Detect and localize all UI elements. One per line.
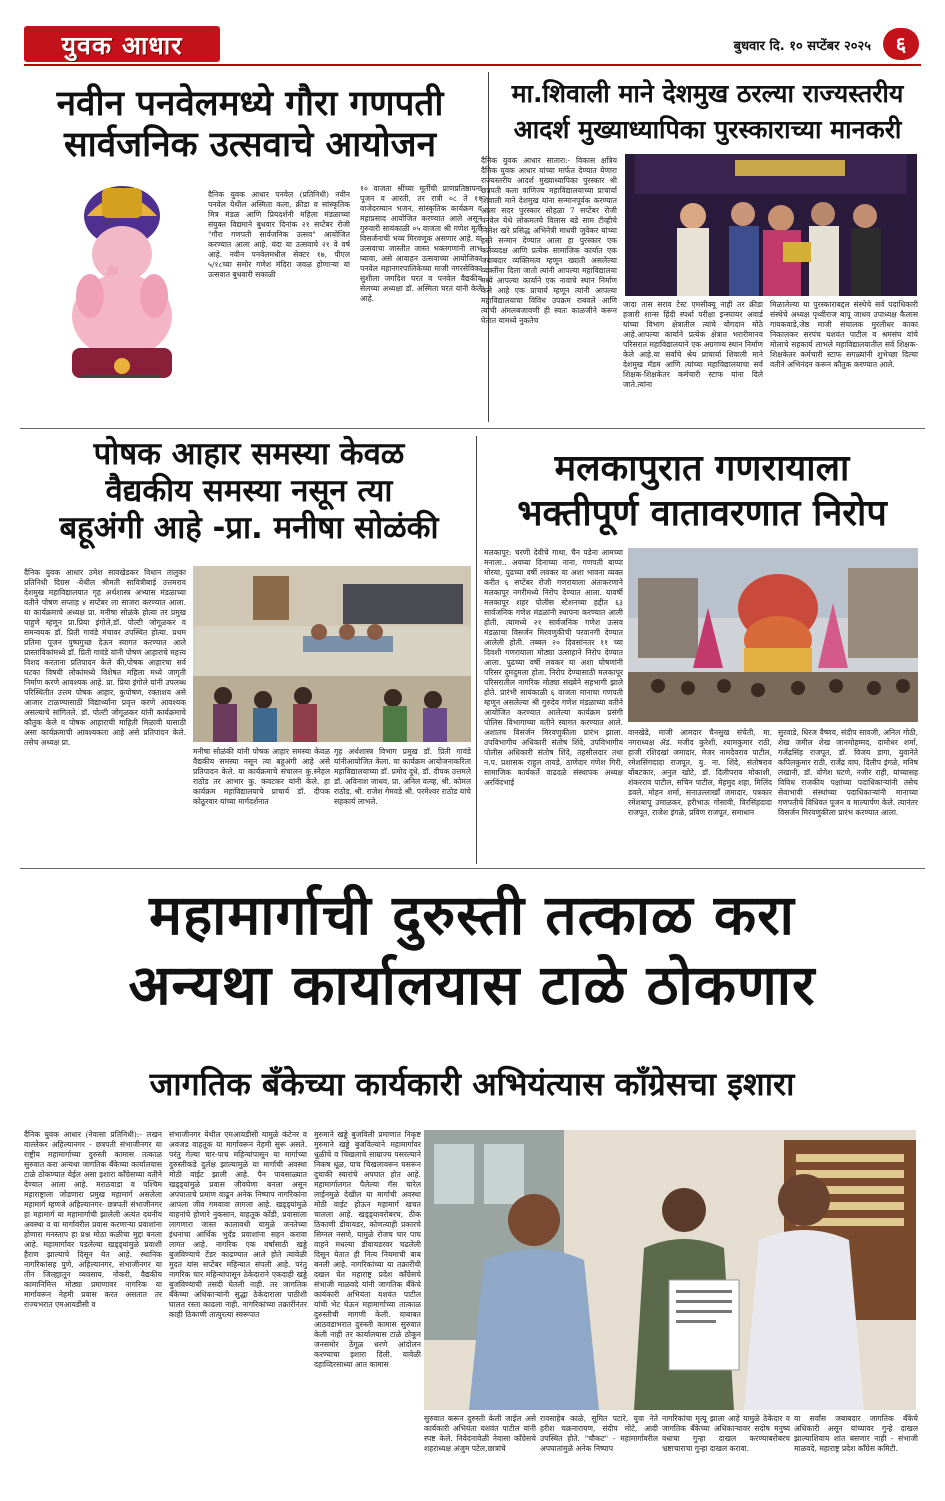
award-ceremony-photo: [625, 154, 917, 296]
article4-column3: सुरवाडे, धिरज वैष्णव, संदीप सावजी, अनिल गोठी, शेख जमील शेख जानमोहम्मद, दामोधर शर्मा, गजेंद्रसिंह राजपूत, डॉ. विजय डागा, युवानेते कपिलकुमार राठी, राजेंद्र वाघ, दिलीप इंगळे, मनिष लखानी, डॉ. योगेश घटणे, नजीर राही, यांच्यासह विविध राजकीय पक्षांच्या पदाधिकाऱ्यांनी तसेच सेवाभावी संस्थांच्या पदाधिकाऱ्यांनी मानाच्या गणपतीचे विधिवत पूजन व माल्यार्पण केले. त्यानंतर विसर्जन मिरवणुकीला प्रारंभ करण्यात आला.: [778, 728, 918, 818]
ganesh-immersion-photo: [628, 548, 918, 722]
article5-column5: रावसाहेब काळे, सुमित पटारे, युवा नेते हरीश चक्रनारायण, संदीप मोटे, आदी उपस्थित होते. "चौकट" - महामार्गावरील अपघातांमुळे अनेक निष्पाप: [540, 1414, 658, 1454]
article3-headline-line3: बहूअंगी आहे -प्रा. मनीषा सोळंकी: [59, 510, 439, 547]
article3-column2: मनीषा सोळंकी यांनी पोषक आहार समस्या केवळ वैद्यकीय समस्या नसून त्या बहूअंगी आहे असे प्रतिपादन केले. या कार्यक्रमाचे संचालन कु.स्नेहल राठोड तर आभार कु. कवटकर यांनी केले. हा कार्यक्रम महाविद्यालयाचे प्राचार्य डॉ. दीपक कोठूरवार यांच्या मार्गदर्शनात: [193, 747, 330, 807]
newspaper-logo-text: युवक आधार: [61, 31, 183, 60]
article2-headline-line2: आदर्श मुख्याध्यापिका पुरस्काराच्या मानकरी: [513, 115, 902, 145]
article3-headline-line1: पोषक आहार समस्या केवळ: [93, 436, 405, 472]
ganesha-idol-photo: [42, 176, 202, 386]
article1-column1: दैनिक युवक आधार पनवेल (प्रतिनिधी) नवीन पनवेल येथील अस्मिता कला, क्रीडा व सांस्कृतिक मित्र मंडळ आणि प्रियदर्शनी महिला मंडळाच्या संयुक्त विद्यमाने बुधवार दिनांक २१ सप्टेंबर रोजी "गौरा गणपती सार्वजनिक उत्सव" आयोजित करण्यात आला आहे. यंदा या उत्सवाचे २१ वे वर्ष आहे. नवीन पनवेलमधील सेक्टर १७, पीएल ५/१८च्या समोर गणेश मंदिरा जवळ होणाऱ्या या उत्सवात बुधवारी सकाळी: [208, 190, 350, 280]
article3-headline-line2: वैद्यकीय समस्या नसून त्या: [105, 473, 393, 510]
article5-column7: या सर्वांस जबाबदार जागतिक बँकेचे अधिकारी असून यांच्यावर गुन्हे दाखल झाल्याशिवाय शांत बसणार नाही - संभाजी माळवदे, महाराष्ट्र प्रदेश काँग्रेस कमिटी.: [794, 1414, 918, 1454]
article4-headline: [486, 446, 918, 536]
office-meeting-illustration: [424, 1130, 916, 1410]
column-divider: [476, 436, 477, 864]
procession-illustration: [628, 548, 918, 722]
memorandum-handover-photo: [424, 1130, 916, 1410]
article3-headline: [24, 436, 474, 548]
article2-headline: [495, 76, 920, 149]
article5-column1: दैनिक युवक आधार (नेवासा प्रतिनिधी):- लखन वाल्लेकर अहिल्यानगर - छत्रपती संभाजीनगर या राष्ट्रीय महामार्गाच्या दुरुस्ती कामास तत्काळ सुरुवात करा अन्यथा जागतिक बँकेच्या कार्यालयास टाळे ठोकण्यात येईल असा इशारा काँग्रेसच्या वतीने देण्यात आला आहे. मराठवाडा व पश्चिम महाराष्ट्राला जोडणारा प्रमुख महामार्ग असलेला महामार्ग म्हणजे अहिल्यानगर- छत्रपती संभाजीनगर हा महामार्ग या महामार्गाची झालेली अत्यंत दयनीय अवस्था व या मार्गावरील प्रवास करणाऱ्या प्रवाशांना होणारा मनस्ताप हा प्रश्न मोठा कळीचा मुद्दा बनला आहे. महामार्गावर पडलेल्या खड्ड्यांमुळे प्रवाशी हैराण झाल्याचे दिसून येत आहे. स्थानिक नागरिकांसह पुणे, अहिल्यानगर, संभाजीनगर या तीन जिल्ह्यातून व्यवसाय, नोकरी, वैद्यकीय कामानिमित्त मोठ्या प्रमाणावर नागरिक या मार्गावरून नेहमी प्रवास करत असतात तर राज्यभरात एमआयडीसी व: [24, 1130, 162, 1310]
article5-headline: [22, 880, 922, 1021]
classroom-illustration: [193, 566, 471, 742]
article3-column3: गृह अर्थशास्त्र विभाग प्रमुख डॉ. प्रिती गावंडे यांनीआयोजित केला. या कार्यक्रम आयोजनाकरिता महाविद्यालयाच्या डॉ. प्रमोद दुधे, डॉ. दीपक उत्तमले डॉ. अविनाश जाधव, प्रा. अनिल वल्व्ह, श्री. कोमल राठोड, श्री. राजेश गेमवडे श्री. परमेश्वर राठोड यांचे सहकार्य लाभले.: [334, 747, 471, 807]
article1-headline-line2: सार्वजनिक उत्सवाचे आयोजन: [63, 125, 437, 166]
nutrition-program-photo: [193, 566, 471, 742]
award-ceremony-illustration: [625, 154, 917, 296]
article2-column2: जादा तास सराव टेस्ट एमसीक्यू नाही तर क्रीडा हजारी शान्स हिंदी स्पर्धा परीक्षा इन्स्पायर अवार्ड यांच्या विभाग क्षेत्रातील त्यांचे योगदान मोठे आहे.आपल्या कार्याने प्रत्येक क्षेत्रात भरारीमानव परिसरात महाविद्यालयाने एक अग्रगण्य स्थान निर्माण केले आहे.या सर्वांचे श्रेय प्राचार्या शिवाली माने देशमुख मॅडम आणि त्यांच्या महाविद्यालयाचा सर्व शिक्षक-शिक्षकेतर कर्मचारी स्टाफ यांना दिले जाते.त्यांना: [623, 300, 763, 390]
article4-column1: मलकापूर: चरणी देवीचे गाथा, चैन पडेना आमच्या मनाला.. अवघ्या दिनाच्या नाना, गणपती बाप्पा मोरया, पुढच्या वर्षी लवकर या अशा भावना व्यक्त करीत ६ सप्टेंबर रोजी गणरायाला अंतःकरणाने मलकापूर नगरीमध्ये निरोप देण्यात आला. यावर्षी मलकापूर शहर पोलीस स्टेशनच्या हद्दीत ६३ सार्वजनिक गणेश मंडळांनी स्थापना करण्यात आली होती. त्यामध्ये २१ सार्वजनिक गणेश उत्सव मंडळाचा विसर्जन मिरवणुकीची परवानगी देण्यात आलेली होती. तब्बल २० दिवसांनतर ११ च्या दिवशी गणरायाला मोठ्या उत्साहाने निरोप देण्यात आला. पुढच्या वर्षी लवकर या अशा घोषणांनी परिसर दुमदुमला होता. निरोप देण्यासाठी मलकापूर परिसरातील नागरिक मोठ्या संख्येने सहभागी झाले होते. प्रारंभी सायंकाळी ६ वाजता मानाचा गणपती म्हणून असलेल्या श्री गुरुदेव गणेश मंडळाच्या वतीने आयोजित करण्यात आलेल्या कार्यक्रम प्रसंगी पोलिस विभागाच्या वतीने स्वागत करण्यात आले. अशातच विसर्जन मिरवणुकीला प्रारंभ झाला. उपविभागीय अधिकारी संतोष शिंदे, उपविभागीय पोलीस अधिकारी संतोष शिंदे, तहसीलदार तथा न.प. प्रशासक राहुल तायडे, ठाणेदार गणेश गिरी, सामाजिक कार्यकर्ते वाढदळे संस्थापक अध्यक्ष अरविंदभाई: [484, 548, 623, 788]
article5-headline-line2: अन्यथा कार्यालयास टाळे ठोकणार: [128, 953, 816, 1018]
article1-headline: [20, 84, 480, 167]
article4-headline-line2: भक्तीपूर्ण वातावरणात निरोप: [517, 493, 887, 534]
article5-subheadline: जागतिक बँकेच्या कार्यकारी अभियंत्यास काँग्रेसचा इशारा: [149, 1065, 795, 1103]
article1-column2: १० वाजता श्रींच्या मूर्तीची प्राणप्रतिष्ठापना पूजन व आरती, तर रात्री ०८ ते ११ वाजेदरम्यान भजन, सांस्कृतिक कार्यक्रम व महाप्रसाद आयोजित करण्यात आले असून गुरुवारी सायंकाळी ०५ वाजता श्री गणेश मूर्ती विसर्जनाची भव्य मिरवणूक असणार आहे. या उत्सवाचा जास्तीत जास्त भक्तगणांनी लाभ घ्यावा, असे आवाहन उत्सवाच्या आयोजिका पनवेल महानगरपालिकेच्या माजी नगरसेविका सुशीला जगदिश घरत व पनवेल वैद्यकीय सेलच्या अध्यक्षा डॉ. अस्मिता घरत यांनी केले आहे.: [360, 184, 482, 304]
article4-column2: वानखेडे, माजी आमदार चैनसुख संचेती, मा. नगराध्यक्ष ॲड. मजीद कुरेशी, श्यामकुमार राठी, हाजी रशिदखां जमादार, मेजर नामदेवराव पाटील, रमेशसिंगदादा राजपूत, यु. ना. शिंदे, संतोषराव बोंबटकार, अनुल खोटे, डॉ. दिलीपराव मोकाशी, शंकरराव पाटील, सचिन पाटील, मेहमुद शहा, मिलिंद डवले, मोहन शर्मा, सनाउल्लाखाँ जमादार, पत्रकार रमेशबापू उमाळकर, हरीभाऊ गोसावी, विरसिंहदादा राजपूत, राजेश इंगळे, प्रविण राजपूत, समाधान: [628, 728, 772, 818]
article3-column1: दैनिक युवक आधार उमेश सावखेडकर विधान तालुका प्रतिनिधी दिग्रस -येथील श्रीमती सावित्रीबाई उत्तमराव देशमुख महाविद्यालयात गृह अर्थशास्त्र अभ्यास मंडळाच्या वतीने पोषण सप्ताह ४ सप्टेंबर ला साजरा करण्यात आला. या कार्यक्रमाचे अध्यक्ष प्रा. मनीषा सोळंके होत्या तर प्रमुख पाहुणे म्हणून प्रा.प्रिया इंगोले,डॉ. पोल्टी जोगूळकर व समन्वयक डॉ. प्रिती गावंडे मंचावर उपस्थित होत्या. प्रथम प्रतिमा पूजन पुष्पगुच्छ देऊन स्वागत करण्यात आले प्रास्ताविकांमध्ये डॉ. प्रिती गावंडे यांनी पोषण आहाराचे महत्त्व विशद करताना प्रतिपादन केले की,पोषक आहारचा सर्व घटका विषयी लोकांमध्ये विशेषत महिला मध्ये जागृती निर्माण करणे आवश्यक आहे. प्रा. प्रिया इंगोले यांनी उपलब्ध परिस्थितीत उत्तम पोषक आहार, कुपोषण, रक्ताशय असे आजार टाळण्यासाठी विद्यार्थ्यांना प्रवृत्त करणे आवश्यक असल्याचे सांगितले. डॉ. पोल्टी जोगूळकर यांनी कार्यक्रमाचे कौतुक केले व पोषक आहाराची माहिती मिळावी यासाठी असा कार्यक्रमाची आवश्यकता आहे असे प्रतिपादन केले. तसेच अध्यक्ष प्रा.: [24, 568, 186, 748]
article5-column4: सुरुवात करून दुरुस्ती केली जाईल असे कार्यकारी अभियंता यशवंत पाटील यांनी स्पष्ट केले. निवेदनावेळी नेवासा काँग्रेसचे शहराध्यक्ष अंजुम पटेल,छात्रांचे: [424, 1414, 536, 1454]
article2-headline-line1: मा.शिवाली माने देशमुख ठरल्या राज्यस्तरीय: [511, 79, 904, 108]
section-divider: [20, 428, 925, 429]
section-divider: [20, 868, 925, 869]
page-number: ६: [883, 28, 919, 60]
issue-date: बुधवार दि. १० सप्टेंबर २०२५: [733, 39, 871, 54]
article5-column3: मुरुमाने खड्डे बुजविली प्रमाणात निकृष्ट मुरुमाने खड्डे बुजविल्याने महामार्गावर धुळीचे व चिखलाचे साम्राज्य पसरल्याने निकष धूळ, पाच चिखलावरून घसरून दुचाकी स्वारांचे अपघात होत आहे. महामार्गालगत पैलेल्या गॅस चारेल लाईनमुळे देखील या मार्गाची अवस्था मोठी वाईट होऊन महामार्ग खचत चालला आहे. खड्ड्यावरोबरच, ठीक ठिकाणी डीवायडर, कोणत्याही प्रकारचे सिग्नल नसणे, यामुळे रोजच चार पाच वाहने मधल्या डीवायडरवर चढलेली दिसून येतात ही नित्य नियमाची बाब बनली आहे. नागरिकांच्या या तक्रारींची दखल घेत महाराष्ट्र प्रदेश काँग्रेसचे संभाजी माळवदे यांनी जागतिक बँकेचे कार्यकारी अभियंता यशवंत पाटील यांची भेट घेऊन महामार्गाच्या तात्काळ दुरुस्तीची मागणी केली. याबाबत आठवडाभरात दुरुस्ती कामास सुरुवात केली नाही तर कार्यालयास टाळे ठोकून जनसमोर ठेंगूळ धरणे आंदोलन करण्याचा इशारा दिली. यावेळी दहाव्दिरसाध्या आत कामास: [314, 1130, 421, 1370]
article2-column1: दैनिक युवक आधार सातारा:- विकास क्षत्रिय दैनिक युवक आधार यांच्या मार्फत देण्यात येणारा राज्यस्तरीय आदर्श मुख्याध्यापिका पुरस्कार श्री छत्रपती कला वाणिज्य महाविद्यालयाच्या प्राचार्या शिवाली माने देशमुख यांना सन्मानपूर्वक करण्यात आला सदर पुरस्कार सोहळा 7 सप्टेंबर रोजी पनवेल येथे लोकमतचे विलास बडे साम टीव्हीचे निलेश खरे प्रसिद्ध अभिनेत्री माधवी जुवेकर यांच्या हस्ते सन्मान देण्यात आला हा पुरस्कार एक कर्तव्यदक्ष आणि प्रत्येक सामाजिक कार्यात एक जबाबदार व्यक्तिमत्व म्हणून ख्याती असलेल्या व्यक्तींना दिला जातो त्यांनी आपल्या महाविद्यालया मध्ये आपल्या कार्याने एक नावाचे स्थान निर्माण केले आहे एक प्राचार्य म्हणून त्यांनी आपल्या महाविद्यालयाचा विविध उपक्रम राबवले आणि त्यांची अंमलबजावणी ही स्वतः काळजीने करून घेतात यामध्ये नुकतेच: [481, 156, 617, 326]
article5-headline-line1: महामार्गाची दुरुस्ती तत्काळ करा: [149, 883, 795, 947]
masthead: [24, 24, 921, 66]
article5-column2: संभाजीनगर येथील एमआयडीसी यामुळे कंटेनर व अवजड वाहतूक या मार्गावरून नेहमी सुरू असते. परंतु गेल्या चार-पाच महिन्यांपासून या मार्गाच्या दुरुस्तीकडे दुर्लक्ष झाल्यामुळे या मार्गाची अवस्था मोठी वाईट झाली आहे. पैन पावसाळ्यात खड्ड्यांमुळे प्रवास जीवघेणा बनला असून अपघाताचे प्रमाण वाढून अनेक निष्पाप नागरिकांना आपला जीव गमवावा लागला आहे. खड्ड्यांमुळे वाहनांचे होणारे नुकसान, वाहतूक कोंडी, प्रवासाला लागणारा जास्त कालावधी यामुळे जनतेच्या इंधनाचा आर्थिक भुर्दंड प्रवाशांना सहन करावा लागत आहे. नागरिक एक वर्षांसाठी खड्डे बुजविण्याचे टेंडर काढण्यात आले होते त्यावेळी मुदत यांस सप्टेंबर महिन्यात संपली आहे. परंतु नागरिक चार महिन्यांपासून ठेकेदाराने एकदाही खड्डे बुजविण्याची तसदी घेतली नाही. तर जागतिक बँकेच्या अधिकाऱ्यांनी सुद्धा ठेकेदाराला पाठीशी घालत रस्ता काढला नाही. नागरिकांच्या तक्रारींनंतर काही ठिकाणी तात्पुरत्या स्वरूपात: [169, 1130, 307, 1320]
article4-headline-line1: मलकापुरात गणरायाला: [554, 448, 850, 489]
article5-column6: नागरिकांचा मृत्यू झाला आहे यामुळे ठेकेदार व जागतिक बँकेच्या अधिकाऱ्यावर सदोष मनुष्य वधाचा गुन्हा दाखल करण्याबरोबरच भ्रष्टाचाराचा गुन्हा दाखल करावा.: [662, 1414, 790, 1454]
newspaper-logo: [24, 26, 220, 62]
article1-headline-line1: नवीन पनवेलमध्ये गौरा गणपती: [56, 84, 444, 124]
article2-column3: मिळालेल्या या पुरस्काराबद्दल संस्थेचे सर्व पदाधिकारी संस्थेचे अध्यक्ष पृथ्वीराज बापू जाधव उपाध्यक्ष कैलास गायकवाडे,जेष्ठ माजी संचालक मुरलीधर काका निकालकर सरपंच यशवंत पाटील व श्रमसंघ यांचे मोलाचे सहकार्य लाभले महाविद्यालयातील सर्व शिक्षक-शिक्षकेतर कर्मचारी स्टाफ सगळ्यांनी शुभेच्छा दिल्या वतीने अभिनंदन करून कौतुक करण्यात आले.: [770, 300, 918, 370]
ganesha-idol-illustration: [42, 176, 202, 386]
